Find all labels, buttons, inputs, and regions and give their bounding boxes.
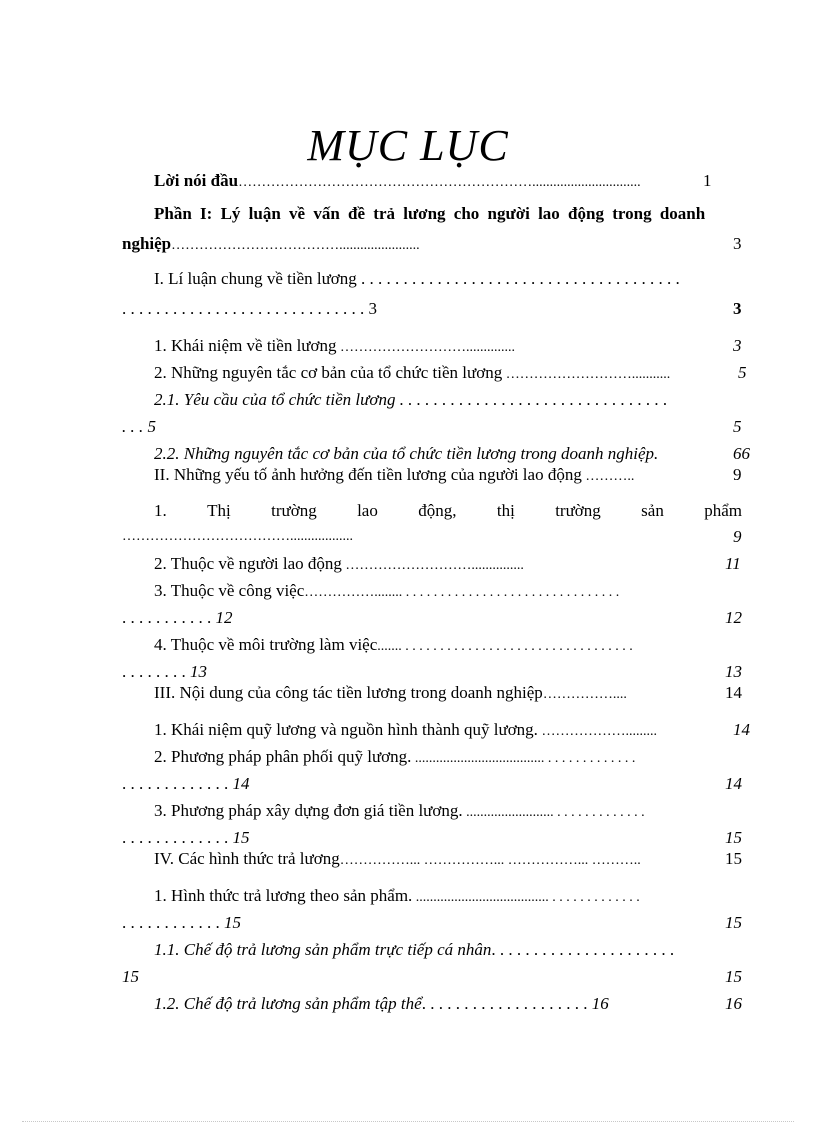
toc-leader-dots: ……………........ . . . . . . . . . . . . . . . . . . . . . . . . . . . . . . . (304, 585, 620, 600)
toc-entry-label: 1. Hình thức trả lương theo sản phẩm. (154, 886, 413, 905)
toc-inline-number: 15 (232, 828, 250, 847)
toc-entry-muc-2-2 (154, 553, 524, 577)
toc-entry-label: nghiệp (122, 234, 172, 253)
toc-entry-muc-3-1 (154, 719, 657, 743)
toc-entry-loi-noi-dau (154, 170, 641, 194)
toc-entry-muc-1-2-2: 2.2. Những nguyên tắc cơ bản của tổ chức tiền lương trong doanh nghiệp. (154, 444, 659, 463)
toc-leader-dots: ……….. (581, 469, 635, 484)
toc-entry-muc-4 (154, 848, 641, 872)
toc-page-number: 3 (733, 299, 742, 318)
toc-entry-label: 2. Những nguyên tắc cơ bản của tổ chức tiền lương (154, 363, 503, 382)
toc-word: thị (496, 501, 515, 520)
toc-leader-dots: . . . . . . . . . . . . . . . . . . . . (421, 994, 592, 1013)
toc-leader-dots: . . . . . . . . . . . . . (122, 828, 233, 847)
toc-inline-number: 15 (122, 967, 139, 986)
toc-entry-muc-3-2 (154, 746, 635, 770)
toc-entry-label: 3. Phương pháp xây dựng đơn giá tiền lương. (154, 801, 463, 820)
toc-entry-muc-2-4 (154, 634, 633, 658)
toc-entry-label: IV. Các hình thức trả lương (154, 849, 340, 868)
toc-leader-dots: ..................................... . . . . . . . . . . . . . (411, 751, 636, 766)
toc-inline-number: 14 (232, 774, 250, 793)
toc-entry-muc-3 (154, 682, 627, 706)
toc-leader-dots: ......................... . . . . . . . . . . . . . (462, 805, 645, 820)
toc-leader-dots: …………….... (542, 687, 627, 702)
toc-entry-label: 1.2. Chế độ trả lương sản phẩm tập thể (154, 994, 422, 1013)
toc-leader-dots: ....... . . . . . . . . . . . . . . . . . . . . . . . . . . . . . . . . . (377, 639, 633, 654)
toc-inline-number: 15 (224, 913, 241, 932)
toc-entry-muc-4-1 (154, 885, 640, 909)
toc-word: trường (555, 501, 601, 520)
toc-entry-label: 2.1. Yêu cầu của tổ chức tiền lương (154, 390, 396, 409)
toc-entry-muc-1-cont: . . . . . . . . . . . . . . . . . . . . . . . . . . . . . 3 (122, 299, 377, 318)
toc-page-number: 15 (725, 967, 742, 986)
toc-page-number: 12 (725, 608, 742, 627)
toc-word: trường (271, 501, 317, 520)
toc-leader-dots: ………………………........... (502, 367, 671, 382)
toc-entry-label: 2. Phương pháp phân phối quỹ lương. (154, 747, 412, 766)
toc-leader-dots: . . . . . . . . . . . . . . . . . . . . . . . . . . . . . . . . (395, 390, 668, 409)
toc-page-number: 15 (725, 913, 742, 932)
toc-leader-dots: . . . . . . . . (122, 662, 190, 681)
toc-entry-label: III. Nội dung của công tác tiền lương trong doanh nghiệp (154, 683, 543, 702)
toc-leader-dots: ………………......... (537, 724, 657, 739)
toc-inline-number: 12 (215, 608, 233, 627)
toc-word: lao (357, 501, 378, 520)
toc-entry-label: II. Những yếu tố ảnh hưởng đến tiền lương của người lao động (154, 465, 582, 484)
toc-page-number: 15 (725, 828, 742, 847)
toc-entry-label: 1.1. Chế độ trả lương sản phẩm trực tiếp cá nhân (154, 940, 492, 959)
toc-entry-label: 1. Khái niệm quỹ lương và nguồn hình thành quỹ lương. (154, 720, 538, 739)
toc-entry-label: Lời nói đầu (154, 171, 239, 190)
toc-entry-phan-1-cont (122, 233, 420, 257)
toc-entry-phan-1: Phần I: Lý luận về vấn đề trả lương cho người lao động trong doanh (154, 204, 706, 223)
toc-page-number: 1 (703, 171, 712, 190)
toc-leader-dots: ……………... ……………... ……………... ……….. (339, 853, 641, 868)
toc-entry-muc-2-4-cont (122, 661, 207, 683)
toc-entry-label: 2. Thuộc về người lao động (154, 554, 342, 573)
toc-leader-dots: . . . . . . . . . . . . . . . . . . . . . . (491, 940, 675, 959)
toc-word: phẩm (704, 501, 742, 520)
toc-page-number: 14 (733, 720, 750, 739)
toc-entry-muc-2-1 (154, 500, 742, 522)
toc-entry-muc-1-1 (154, 335, 515, 359)
toc-leader-dots: ...................................... . . . . . . . . . . . . . (412, 890, 640, 905)
toc-word: sản (641, 501, 664, 520)
toc-entry-muc-3-3 (154, 800, 645, 824)
page-title: MỤC LỤC (307, 121, 509, 170)
toc-inline-number: 16 (591, 994, 609, 1013)
toc-entry-muc-1-2-1 (154, 389, 668, 411)
toc-entry-muc-1-2-1-cont: . . . 5 (122, 417, 156, 436)
toc-inline-number: 13 (190, 662, 207, 681)
toc-page-number: 9 (733, 465, 742, 484)
toc-leader-dots: . . . . . . . . . . . . . . . . . . . . . . . . . . . . . . . . . . . . . . (356, 269, 680, 288)
toc-page-number: 66 (733, 444, 750, 463)
toc-page-number: 5 (738, 363, 747, 382)
toc-entry-muc-2-3-cont (122, 607, 233, 629)
toc-leader-dots: ……………………………….................. (122, 529, 353, 544)
toc-page-number: 9 (733, 527, 742, 546)
toc-word: Thị (207, 501, 231, 520)
toc-page-number: 16 (725, 994, 742, 1013)
toc-page-number: 13 (725, 662, 742, 681)
toc-entry-muc-1 (154, 268, 680, 290)
toc-page-number: 3 (733, 234, 742, 253)
toc-page-number: 5 (733, 417, 742, 436)
toc-entry-muc-4-1-cont (122, 912, 241, 934)
toc-entry-label: 1. Khái niệm về tiền lương (154, 336, 337, 355)
toc-entry-muc-1-2 (154, 362, 670, 386)
toc-leader-dots: ………………………………....................... (171, 238, 420, 253)
toc-word: 1. (154, 501, 167, 520)
toc-entry-muc-3-3-cont (122, 827, 250, 849)
toc-page-number: 14 (725, 774, 742, 793)
toc-page-number: 3 (733, 336, 742, 355)
toc-leader-dots: . . . . . . . . . . . . . (122, 774, 233, 793)
toc-page-number: 15 (725, 849, 742, 868)
toc-leader-dots: ………………………............... (341, 558, 524, 573)
toc-word: động, (418, 501, 457, 520)
toc-entry-muc-3-2-cont (122, 773, 250, 795)
toc-leader-dots: . . . . . . . . . . . (122, 608, 216, 627)
toc-leader-dots: ………………………………………………………............................... (238, 175, 641, 190)
toc-page-number: 11 (725, 554, 741, 573)
toc-entry-muc-4-1-1 (154, 939, 674, 961)
toc-leader-dots: . . . . . . . . . . . . (122, 913, 224, 932)
toc-entry-label: 4. Thuộc về môi trường làm việc (154, 635, 378, 654)
toc-entry-label: 3. Thuộc về công việc (154, 581, 305, 600)
toc-page-number: 14 (725, 683, 742, 702)
page-bottom-divider (22, 1121, 794, 1122)
toc-entry-muc-2-3 (154, 580, 619, 604)
toc-entry-label: I. Lí luận chung về tiền lương (154, 269, 357, 288)
toc-entry-muc-4-1-2 (154, 993, 609, 1015)
toc-leader-dots: ……………………….............. (336, 340, 516, 355)
toc-entry-muc-2 (154, 464, 634, 488)
